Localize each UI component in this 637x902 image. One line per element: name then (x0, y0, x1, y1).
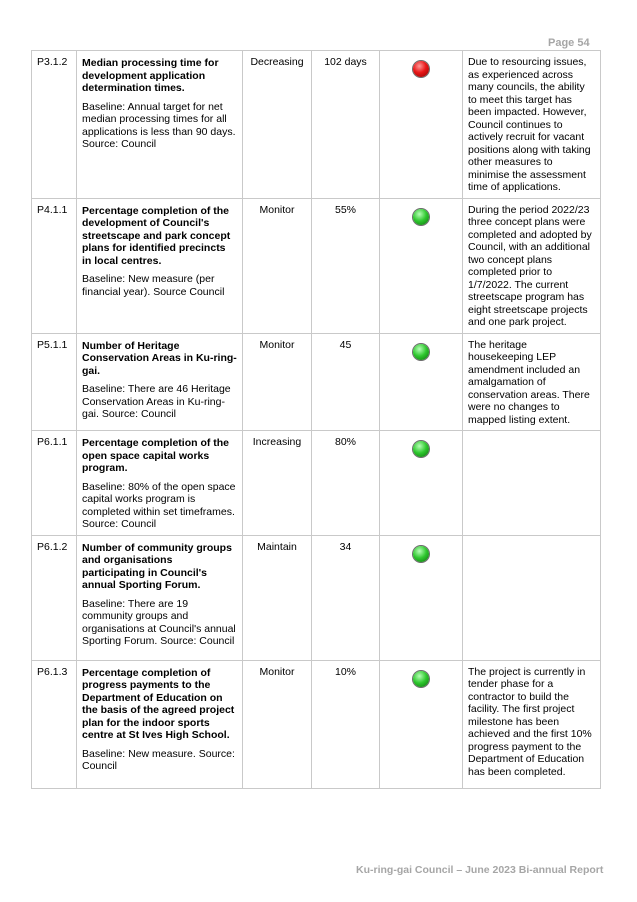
measure-title: Percentage completion of the open space capital works program. (82, 437, 230, 474)
measure-cell (77, 333, 243, 431)
measure-cell (77, 51, 243, 199)
measure-code: P4.1.1 (32, 198, 77, 333)
trend-cell: Increasing (243, 431, 312, 536)
measure-code: P6.1.3 (32, 660, 77, 788)
table-row (32, 198, 601, 333)
table-row (32, 333, 601, 431)
measure-baseline: Baseline: There are 46 Heritage Conservation Areas in Ku-ring-gai. Source: Council (82, 383, 231, 420)
green-status-light-icon (413, 209, 429, 225)
comment-cell (463, 535, 601, 660)
measure-baseline: Baseline: New measure (per financial year). Source Council (82, 273, 225, 298)
measure-baseline: Baseline: There are 19 community groups and organisations at Council's annual Sporting Forum. Source: Council (82, 597, 236, 647)
measure-baseline: Baseline: Annual target for net median processing times for all applications is less than 90 days. Source: Council (82, 100, 236, 150)
report-footer: Ku-ring-gai Council – June 2023 Bi-annual Report (356, 864, 604, 876)
table-row (32, 51, 601, 199)
measure-cell (77, 535, 243, 660)
measure-code: P6.1.2 (32, 535, 77, 660)
comment-cell (463, 431, 601, 536)
result-cell: 10% (312, 660, 380, 788)
trend-cell: Decreasing (243, 51, 312, 199)
red-status-light-icon (413, 61, 429, 77)
comment-cell: Due to resourcing issues, as experienced across many councils, the ability to meet this target has been impacted. However, Council continues to actively recruit for vacant positions along with taking other measures to minimise the assessment time of applications. (463, 51, 601, 199)
comment-cell: During the period 2022/23 three concept plans were completed and adopted by Council, with an additional two concept plans completed prior to 1/7/2022. The current streetscape program has eight streetscape projects and one park project. (463, 198, 601, 333)
measure-code: P5.1.1 (32, 333, 77, 431)
measure-cell (77, 198, 243, 333)
status-cell (380, 333, 463, 431)
comment-cell: The heritage housekeeping LEP amendment included an amalgamation of conservation areas. There were no changes to mapped listing extent. (463, 333, 601, 431)
measure-title: Number of Heritage Conservation Areas in Ku-ring-gai. (82, 339, 237, 377)
measure-title: Median processing time for development application determination times. (82, 57, 219, 94)
table-row (32, 535, 601, 660)
result-cell: 102 days (312, 51, 380, 199)
measure-title: Percentage completion of the development of Council's streetscape and park concept plans for identified precincts in local centres. (82, 204, 231, 267)
performance-indicator-table (31, 50, 601, 789)
result-cell: 34 (312, 535, 380, 660)
table-row (32, 660, 601, 788)
table-row (32, 431, 601, 536)
measure-code: P6.1.1 (32, 431, 77, 536)
status-cell (380, 198, 463, 333)
measure-title: Percentage completion of progress payments to the Department of Education on the basis of the agreed project plan for the indoor sports centre at St Ives High School. (82, 666, 235, 741)
status-cell (380, 431, 463, 536)
green-status-light-icon (413, 344, 429, 360)
trend-cell: Monitor (243, 660, 312, 788)
measure-cell (77, 431, 243, 536)
measure-title: Number of community groups and organisations participating in Council's annual Sporting Forum. (82, 541, 232, 591)
result-cell: 55% (312, 198, 380, 333)
measure-baseline: Baseline: New measure. Source: Council (82, 747, 235, 772)
trend-cell: Maintain (243, 535, 312, 660)
green-status-light-icon (413, 441, 429, 457)
trend-cell: Monitor (243, 198, 312, 333)
page-number: Page 54 (548, 37, 590, 49)
table-body (32, 51, 601, 789)
comment-cell: The project is currently in tender phase for a contractor to build the facility. The first project milestone has been achieved and the first 10% progress payment to the Department of Education has been completed. (463, 660, 601, 788)
measure-code: P3.1.2 (32, 51, 77, 199)
status-cell (380, 51, 463, 199)
result-cell: 80% (312, 431, 380, 536)
green-status-light-icon (413, 671, 429, 687)
green-status-light-icon (413, 546, 429, 562)
status-cell (380, 660, 463, 788)
status-cell (380, 535, 463, 660)
measure-baseline: Baseline: 80% of the open space capital works program is completed within set timeframes. Source: Council (82, 480, 236, 530)
result-cell: 45 (312, 333, 380, 431)
measure-cell (77, 660, 243, 788)
trend-cell: Monitor (243, 333, 312, 431)
